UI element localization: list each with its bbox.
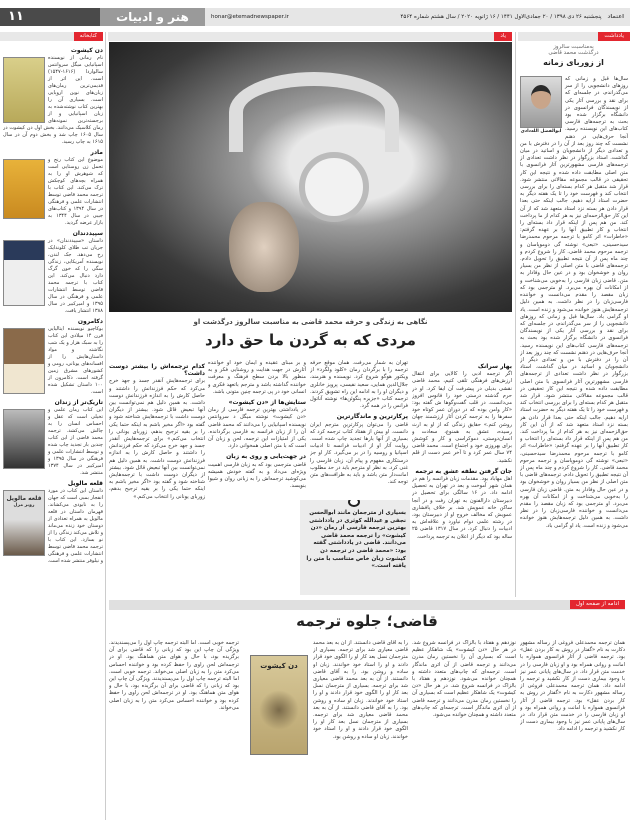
book-cover (3, 57, 45, 123)
portrait-face (229, 202, 299, 292)
section-title: هنر و ادبیات (100, 8, 205, 26)
book-cover: قلعه مالویل روبر مرل (3, 490, 45, 556)
bottom-column-4: ترجمه خوبی است. اما البته ترجمه چاپ اول را می‌پسندیدند. ویژگی آن چاپ این بود که زبانی را که قاضی برای آن برگزیده بود، با حال و هوای متن هماهنگ بود. او در ترجمه‌اش لحن راوی را حفظ کرده بود و خواننده احساس می‌کرد متن را به زبان اصلی می‌خواند. ترجمه خوبی است. اما البته ترجمه چاپ اول را می‌پسندیدند. ویژگی آن چاپ این بود که زبانی را که قاضی برای آن برگزیده بود، با حال و هوای متن هماهنگ بود. او در ترجمه‌اش لحن راوی را حفظ کرده بود و خواننده احساس می‌کرد متن را به زبان اصلی می‌خواند. (109, 640, 239, 711)
book-cover (3, 328, 45, 394)
date-line: پنجشنبه ۲۶ دی ۱۳۹۸ / ۲۰ جمادی‌الاول ۱۴۴۱ / ۱۶ ژانویه ۲۰۲۰ / سال هشتم شماره ۴۵۶۴ (400, 14, 602, 20)
library-label-bar (0, 32, 103, 41)
note-body: سال‌ها قبل و زمانی که روزهای دانشجویی را از سر می‌گذراندم، در جلسه‌ای که برای نقد و بررسی آثار یکی از نویسندگان فرانسوی در دانشگاه برگزار شده بود بحث به ترجمه‌های فارسی کتاب‌های این نویسنده رسید. آنجا حرف‌هایی در ذهنم نشست که چند روز بعد از آن را در دفترش با من و تعدادی دیگر از دانشجویان و اساتید در میان گذاشت. استاد بزرگوار در نظر داشت تعدادی از ترجمه‌های فارسی مشهورترین آثار فرانسوی با متن اصلی مطابقت داده شده و نتیجه این کار تحقیقی در قالب مجموعه مقالاتی منتشر شود. قرار شد متقبل هر کدام بسته‌ای را برای بررسی انتخاب کند و فهرست خود را تا یک هفته دیگر به حضرت استاد ارایه دهیم. جالب اینکه حتی بعدا قرار دادن هر بسته نزد استاد متعهد شد که از آن این کار حق‌الزحمه‌ای نیز به هر کدام از ما پرداخت کند. من هم پس از اینکه قرار داد بسته‌ای را انتخاب و کار تطبیق آنها را بر عهده گرفتم: «خاطرات» اثر کامو با ترجمه مرحوم محمدرضا سیدحسینی، «تبعی» نوشته گی دوموپاسان و ترجمه مرحوم محمد قاضی. کار را شروع کردم و چند ماه پس از آن نتیجه تطبیق را تحویل دادم. ترجمه‌های قاضی با متن اصلی از نظر من بسیار روان و خوشخوان بود و در عین حال وفادار به متن. قاضی زبان فارسی را به‌خوبی می‌شناخت و از امکانات آن بهره می‌برد. او مترجمی بود که زبان مقصد را مقدم می‌دانست و خواننده فارسی‌زبان را در نظر داشت. به همین دلیل ترجمه‌هایش هنوز خوانده می‌شود و زنده است. یاد او گرامی باد. سال‌ها قبل و زمانی که روزهای دانشجویی را از سر می‌گذراندم، در جلسه‌ای که برای نقد و بررسی آثار یکی از نویسندگان فرانسوی در دانشگاه برگزار شده بود بحث به ترجمه‌های فارسی کتاب‌های این نویسنده رسید. آنجا حرف‌هایی در ذهنم نشست که چند روز بعد از آن را در دفترش با من و تعدادی دیگر از دانشجویان و اساتید در میان گذاشت. استاد بزرگوار در نظر داشت تعدادی از ترجمه‌های فارسی مشهورترین آثار فرانسوی با متن اصلی مطابقت داده شده و نتیجه این کار تحقیقی در قالب مجموعه مقالاتی منتشر شود. قرار شد متقبل هر کدام بسته‌ای را برای بررسی انتخاب کند و فهرست خود را تا یک هفته دیگر به حضرت استاد ارایه دهیم. جالب اینکه حتی بعدا قرار دادن هر بسته نزد استاد متعهد شد که از آن این کار حق‌الزحمه‌ای نیز به هر کدام از ما پرداخت کند. من هم پس از اینکه قرار داد بسته‌ای را انتخاب و کار تطبیق آنها را بر عهده گرفتم: «خاطرات» اثر کامو با ترجمه مرحوم محمدرضا سیدحسینی، «تبعی» نوشته گی دوموپاسان و ترجمه مرحوم محمد قاضی. کار را شروع کردم و چند ماه پس از آن نتیجه تطبیق را تحویل دادم. ترجمه‌های قاضی با متن اصلی از نظر من بسیار روان و خوشخوان بود و در عین حال وفادار به متن. قاضی زبان فارسی را به‌خوبی می‌شناخت و از امکانات آن بهره می‌برد. او مترجمی بود که زبان مقصد را مقدم می‌دانست و خواننده فارسی‌زبان را در نظر داشت. به همین دلیل ترجمه‌هایش هنوز خوانده می‌شود و زنده است. یاد او گرامی باد. (520, 76, 628, 529)
page-header (0, 8, 630, 26)
note-kicker-2: درگذشت محمد قاضی (548, 50, 599, 56)
article-column-4: کدام ترجمه‌اش را بیشتر دوست داشت؟ برای ترجمه‌هایش آنقدر جسد و جهد خرج می‌کرد که حکم فرزندانش را داشتند و حاصل کارش را به اندازه فرزندانش دوست داشت. به همین دلیل هم نمی‌توانست بین آنها تبعیض قائل شود. بیشتر از دیگران دوست داشت با ترجمه‌هایش شناخته شود و گفته بود «اگر مخیر باشم به اینکه حتما یکی را بر بقیه ترجیح بدهم، زوربای یونانی را انتخاب می‌کنم.» برای ترجمه‌هایش آنقدر جسد و جهد خرج می‌کرد که حکم فرزندانش را داشتند و حاصل کارش را به اندازه فرزندانش دوست داشت. به همین دلیل هم نمی‌توانست بین آنها تبعیض قائل شود. بیشتر از دیگران دوست داشت با ترجمه‌هایش شناخته شود و گفته بود «اگر مخیر باشم به اینکه حتما یکی را بر بقیه ترجیح بدهم، زوربای یونانی را انتخاب می‌کنم.» (109, 363, 205, 500)
book-entry: دن کیشوت نام رمانی از نویسنده اسپانیایی میگل سروانتس سالواردا (۱۶۱۶-۱۵۴۷) است. این اثر از قدیمی‌ترین رمان‌های زبان‌های نوین اروپایی است. بسیاری آن را بهترین کتاب نوشته‌شده به زبان اسپانیایی و از برجسته‌ترین نمونه‌های رمان کلاسیک می‌دانند. بخش اول دن کیشوت در سال ۱۶۰۵ چاپ شد و بخش دوم آن در سال ۱۶۱۵ به چاپ رسید. (3, 47, 103, 145)
pull-quote: بسیاری از مترجمان مانند ابوالحسن نجفی و عبدالله کوثری در یادداشتی بهترین ترجمه فارسی از رمان «دن کیشوت» را ترجمه محمد قاضی می‌دانند. قاضی در یادداشتی گفته بود: «محمد قاضی در ترجمه دن کیشوت زبان خاص متناسب با متن را یافته است.» (300, 500, 410, 595)
article-heading (109, 318, 512, 349)
article-column-2: تهران به شمار می‌رفت. همان موقع حرفه ترجمه را با برگردان رمان «کلود ولگرد» از ویکتور هوگو شروع کرد. نویسنده و هنرمند، جلال‌الدین همایی، سعید نفیسی، پرویز خانلری و دیگران او را به ادامه این راه تشویق کردند. ترجمه کتاب «جزیره پنگوئن‌ها» نوشته آناتول فرانس را در همه گرد. پرکارترین و ماندگارترین قاضی را می‌توان پرکارترین مترجم ایران دانست. او بیش از هفتاد کتاب ترجمه کرد که بسیاری از آنها بارها تجدید چاپ شده است. روایت آثار او از ادبیات فرانسه تا ادبیات اسپانیا و روسیه را در بر می‌گیرد. کار او جز درستکاری مفهوم و پیام آن، زبان فارسی را غنی کرد. به نظر او مترجم باید در حد مطلوب امانت‌دار متن باشد و باید به ظرافت‌های متن توجه کند. (310, 360, 408, 486)
book-entry: قلعه مالویل قلعه مالویل روبر مرل داستان این کتاب در مورد انفجار بمبی است که جهان را به نابودی می‌کشاند. قهرمان داستان در قلعه مالویل به همراه تعدادی از دوستان خود زنده می‌ماند و تلاش می‌کند زندگی را از نو بسازد. این کتاب با ترجمه محمد قاضی توسط انتشارات علمی و فرهنگی و نیلوفر منتشر شده است. (3, 480, 103, 565)
memorial-label: یاد (494, 32, 512, 41)
page-number: ۱۱ (0, 8, 100, 26)
book-entry: مادر موضوع این کتاب رنج و تحمل زن روستایی است که شوهرش او را به همراه بچه‌های کوچکش ترک می‌کند. این کتاب با ترجمه محمد قاضی توسط انتشارات علمی و فرهنگی در سال ۱۳۹۴ و کتاب‌های جیبی در سال ۱۳۴۴ به بازار عرضه گردید. (3, 149, 103, 227)
memorial-label-bar (108, 32, 512, 41)
bottom-column-1: همان ترجمه محمدعلی فروغی از رساله مشهور دکارت به نام «گفتار در روش به کار بردن عقل» بود. ترجمه قاضی از آثار فرانسوی همواره با امانت و روانی همراه بود و او زبان فارسی را در خدمت متن قرار داد. در سال‌های پایانی عمر نیز با وجود بیماری دست از کار نکشید و ترجمه را ادامه داد. همان ترجمه محمدعلی فروغی از رساله مشهور دکارت به نام «گفتار در روش به کار بردن عقل» بود. ترجمه قاضی از آثار فرانسوی همواره با امانت و روانی همراه بود و او زبان فارسی را در خدمت متن قرار داد. در سال‌های پایانی عمر نیز با وجود بیماری دست از کار نکشید و ترجمه را ادامه داد. (520, 640, 625, 733)
email[interactable]: honar@etemadnewspaper.ir (211, 14, 289, 20)
note-heading (519, 44, 628, 67)
continued-bar (109, 600, 625, 610)
article-column-3: و بر مبنای عقیده و ایمان خود او خواننده آثارش در جهت هدایت و روشنایی فکر و به منظور بالا بردن سطح فرهنگ و معرفت خواننده گذاشته باشد و مترجم باتعهد فکری و انسانی خود در پی ترجمه چنین متونی باشد. ستایش‌ها از «دن کیشوت» در یادداشتی بهترین ترجمه فارسی از رمان «دن کیشوت» نوشته میگل د سروانتس نویسنده اسپانیایی را می‌دانند که محمد قاضی آن را از زبان فرانسه به فارسی برگردانده. یکی از امتیازات این ترجمه، لحن و زبان آن است که با متن اصلی همخوانی دارد. در جهت‌یابی و روی به زبان قاضی مترجمی بود که به زبان فارسی اهمیت ویژه‌ای می‌داد و به گفته خودش همیشه می‌کوشید ترجمه‌اش را به زبانی روان و شیوا بنویسد. (208, 360, 306, 490)
bottom-column-2: نوزدهم و هفتاد با بالزاک در فرانسه شروع شد. در هر حال «دن کیشوت» یک شاهکار عظیم است که بسیاری آن را نخستین رمان مدرن می‌دانند و ترجمه قاضی از آن اثری ماندگار است. ترجمه‌ای که چاپ‌های متعدد داشته و همچنان خوانده می‌شود. نوزدهم و هفتاد با بالزاک در فرانسه شروع شد. در هر حال «دن کیشوت» یک شاهکار عظیم است که بسیاری آن را نخستین رمان مدرن می‌دانند و ترجمه قاضی از آن اثری ماندگار است. ترجمه‌ای که چاپ‌های متعدد داشته و همچنان خوانده می‌شود. (412, 640, 516, 719)
telephone-dial-icon (299, 152, 369, 222)
book-entry: تاریک‌تر از زندان این کتاب رمان علمی و تخیلی است که عقل و احساس انسان را به چالش می‌کشد. ترجمه محمد قاضی از این کتاب چندین بار تجدید چاپ شده و توسط انتشارات علمی و فرهنگی در سال ۱۳۹۵ و امیرکبیر در سال ۱۳۷۴ منتشر شد. (3, 399, 103, 477)
book-entry: دکامرون بوکاچیو نویسنده ایتالیایی قرن ۱۴ میلادی این کتاب را به سبک هزار و یک شب نگاشته و مواد داستان‌هایش را از افسانه‌های یونانی، رومی و کشورهای مشرق زمین گرفته است. دکامرون از ۱۰۰ داستان تشکیل شده است. (3, 318, 103, 396)
article-kicker: نگاهی به زندگی و حرفه محمد قاضی به مناسبت سالروز درگذشت او (193, 318, 428, 326)
author-name: ابوالفضل الله‌دادی (520, 129, 562, 134)
cover-title: دن کیشوت (260, 662, 298, 670)
quote-icon (348, 500, 360, 507)
header-info (205, 8, 630, 26)
book-cover (3, 240, 45, 306)
bottom-column-3: را به آقای قاضی دانستند. از آن به بعد محمد قاضی معیاری شد برای ترجمه. بسیاری از مترجمان نسل بعد کار او را الگوی خود قرار دادند و او را استاد خود خواندند. زبان او ساده و روشن بود. را به آقای قاضی دانستند. از آن به بعد محمد قاضی معیاری شد برای ترجمه. بسیاری از مترجمان نسل بعد کار او را الگوی خود قرار دادند و او را استاد خود خواندند. زبان او ساده و روشن بود. را به آقای قاضی دانستند. از آن به بعد محمد قاضی معیاری شد برای ترجمه. بسیاری از مترجمان نسل بعد کار او را الگوی خود قرار دادند و او را استاد خود خواندند. زبان او ساده و روشن بود. (313, 640, 408, 740)
note-label: یادداشت (598, 32, 630, 41)
article-headline: مردی که به گردن ما حق دارد (205, 331, 416, 349)
book-entry: سپیددندان داستان «سپیددندان» در جریان تب طلای کلوندایک رخ می‌دهد. جک لندن، نویسنده آمریکایی، زندگی سگی را که خون گرگ دارد دنبال می‌کند. این کتاب با ترجمه محمد قاضی توسط انتشارات علمی و فرهنگی در سال ۱۳۹۵ و امیرکبیر در سال ۱۳۸۸ انتشار یافت. (3, 230, 103, 315)
note-title: از زوربای زمانه (543, 58, 604, 67)
telephone-handset-icon (229, 72, 399, 152)
bottom-headline: قاضی؛ جلوه ترجمه (296, 612, 438, 630)
continued-label: ادامه از صفحه اول (570, 600, 625, 609)
logo: اعتماد (607, 14, 624, 20)
note-kicker: به‌مناسبت سالروز (553, 44, 594, 50)
main-photo (109, 42, 512, 312)
library-column (3, 44, 103, 818)
don-quixote-cover (250, 655, 308, 755)
book-cover (3, 159, 45, 219)
library-label: کتابخانه (74, 32, 103, 41)
note-label-bar (518, 32, 630, 41)
book-cover (3, 409, 45, 469)
article-column-1: بهار سرانک اگر ترجمه ادبی را کالایی برای انتقال ارزش‌های فرهنگی تلقی کنیم، محمد قاضی نقشی بدیلی در پیشرفت آن ایفا کرد. او در حرم گذشته درستی خود را فانوس افروز می‌دانست. در قلب گفت‌وگوها ش گفته بود: «کار وامن بوده که در دوران عمر کوتاه خود سفرها را به ترجمه کردن آثار ارزشمند جهان روشن کنم.» حقایق زندگی که از او به ارث رسیده، عشق به همنوع، سعادت و انسان‌دوستی، دموکراسی و کار و کوشش برای بهروزی خود و اجتماع است. محمد قاضی ۷۴ سال عمر کرد و تا آخر عمر دست از قلم نکشید. جان گرفتن نطفه عشق به ترجمه اهل مهاباد بود. مقدمات زبان فرانسه را هم در همان شهر آموخت و بعد در تهران به تحصیل ادامه داد. در ۱۶ سالگی برای تحصیل در دبیرستان دارالفنون به تهران رفت و در آنجا ساکن خانه عمویش شد. بر خلاف پافشاری عمویش که مخالف خروج او از دبیرستان بود، در رشته علمی دوام نیاورد و علاقه‌اش به ادبیات را دنبال کرد. در سال ۱۳۱۷ قاضی ۲۵ ساله بود که دیگر از اعلان به ترجمه پرداخت. (412, 363, 512, 540)
